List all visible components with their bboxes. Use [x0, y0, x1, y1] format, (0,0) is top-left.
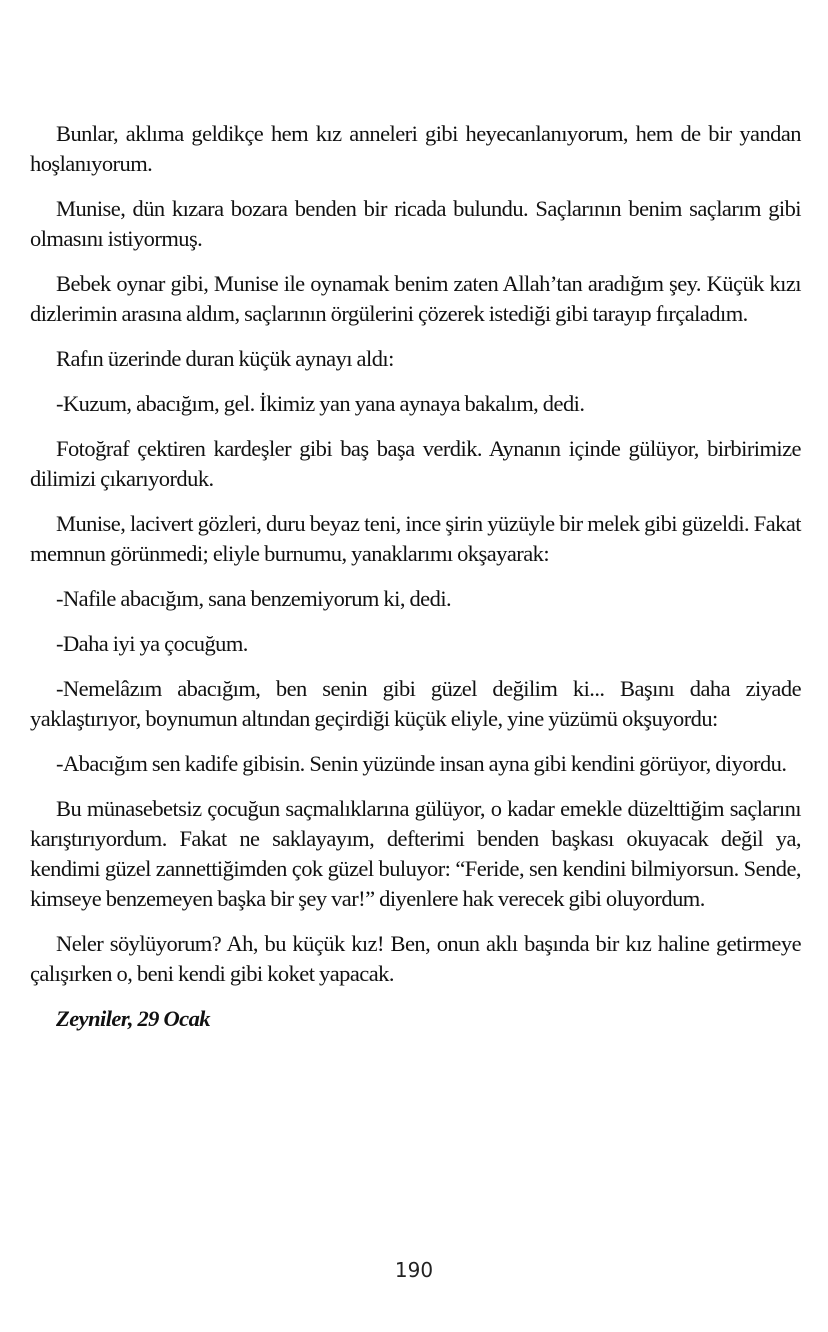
dialogue-line: -Daha iyi ya çocuğum. — [56, 631, 248, 656]
paragraph: Rafın üzerinde duran küçük aynayı aldı: — [56, 346, 394, 371]
page-number: 190 — [394, 1258, 434, 1282]
dialogue-line: -Nafile abacığım, sana benzemiyorum ki, dedi. — [56, 586, 452, 611]
paragraph: Munise, lacivert gözleri, duru beyaz teni, ince şirin yüzüyle bir melek gibi güzeldi. Fakat memnun görünmedi; eliyle burnumu, yanaklarımı okşayarak: — [30, 511, 801, 566]
paragraph: Bebek oynar gibi, Munise ile oynamak benim zaten Allah’tan aradığım şey. Küçük kızı dizlerimin arasına aldım, saçlarının örgülerini çözerek istediği gibi tarayıp fırçaladım. — [30, 271, 801, 326]
dialogue-line: -Abacığım sen kadife gibisin. Senin yüzünde insan ayna gibi kendini görüyor, diyordu. — [56, 751, 787, 776]
diary-entry-heading: Zeyniler, 29 Ocak — [56, 1006, 210, 1031]
paragraph: Neler söylüyorum? Ah, bu küçük kız! Ben, onun aklı başında bir kız haline getirmeye çalışırken o, beni kendi gibi koket yapacak. — [30, 931, 801, 986]
paragraph: Bu münasebetsiz çocuğun saçmalıklarına gülüyor, o kadar emekle düzelttiğim saçlarını karıştırıyordum. Fakat ne saklayayım, defterimi benden başkası okuyacak değil ya, kendimi güzel zannettiğimden çok güzel buluyor: “Feride, sen kendini bilmiyorsun. Sende, kimseye benzemeyen başka bir şey var!” diyenlere hak verecek gibi oluyordum. — [30, 796, 801, 911]
dialogue-line: -Kuzum, abacığım, gel. İkimiz yan yana aynaya bakalım, dedi. — [56, 391, 585, 416]
book-page-body — [30, 119, 801, 1049]
paragraph: Bunlar, aklıma geldikçe hem kız anneleri gibi heyecanlanıyorum, hem de bir yandan hoşlanıyorum. — [30, 121, 801, 176]
paragraph: Fotoğraf çektiren kardeşler gibi baş başa verdik. Aynanın içinde gülüyor, birbirimize dilimizi çıkarıyorduk. — [30, 436, 801, 491]
paragraph: Munise, dün kızara bozara benden bir ricada bulundu. Saçlarının benim saçlarım gibi olmasını istiyormuş. — [30, 196, 801, 251]
dialogue-line: -Nemelâzım abacığım, ben senin gibi güzel değilim ki... Başını daha ziyade yaklaştırıyor, boynumun altından geçirdiği küçük eliyle, yine yüzümü okşuyordu: — [30, 676, 801, 731]
